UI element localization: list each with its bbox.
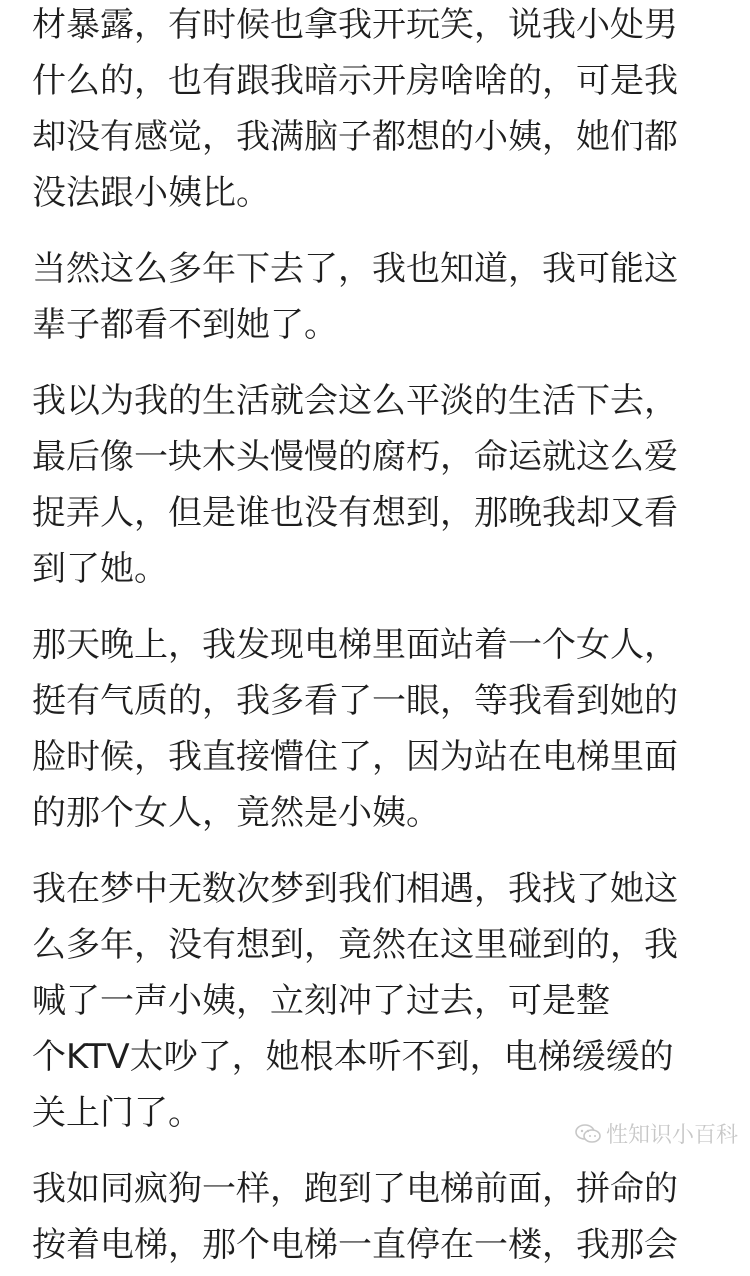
paragraph-3: [32, 376, 722, 600]
paragraph-4: [32, 620, 722, 844]
text-line: 什么的，也有跟我暗示开房啥啥的，可是我: [32, 61, 678, 101]
text-line: 脸时候，我直接懵住了，因为站在电梯里面: [32, 737, 678, 777]
text-line: 关上门了。: [32, 1093, 202, 1133]
paragraph-6: [32, 1164, 722, 1276]
text-line: 喊了一声小姨，立刻冲了过去，可是整: [32, 981, 610, 1021]
text-line: 我以为我的生活就会这么平淡的生活下去，: [32, 381, 678, 421]
watermark: [574, 1118, 738, 1149]
text-line: 材暴露，有时候也拿我开玩笑，说我小处男: [32, 5, 678, 45]
paragraph-5: [32, 864, 722, 1144]
article-body: [32, 0, 722, 1276]
paragraph-spacer: [32, 844, 722, 864]
text-line: 没法跟小姨比。: [32, 173, 270, 213]
text-line: 当然这么多年下去了，我也知道，我可能这: [32, 249, 678, 289]
text-line: 我如同疯狗一样，跑到了电梯前面，拼命的: [32, 1169, 678, 1209]
text-line: 个KTV太吵了，她根本听不到，电梯缓缓的: [32, 1037, 674, 1077]
text-line: 按着电梯，那个电梯一直停在一楼，我那会: [32, 1225, 678, 1265]
paragraph-1: [32, 0, 722, 224]
paragraph-spacer: [32, 356, 722, 376]
text-line: 么多年，没有想到，竟然在这里碰到的，我: [32, 925, 678, 965]
paragraph-spacer: [32, 224, 722, 244]
text-line: 的那个女人，竟然是小姨。: [32, 793, 440, 833]
text-line: 到了她。: [32, 549, 168, 589]
text-line: 最后像一块木头慢慢的腐朽，命运就这么爱: [32, 437, 678, 477]
text-line: 捉弄人，但是谁也没有想到，那晚我却又看: [32, 493, 678, 533]
wechat-official-account-icon: [574, 1123, 602, 1145]
text-line: 我在梦中无数次梦到我们相遇，我找了她这: [32, 869, 678, 909]
watermark-text: 性知识小百科: [605, 1123, 738, 1148]
text-line: 辈子都看不到她了。: [32, 305, 338, 345]
text-line: 那天晚上，我发现电梯里面站着一个女人，: [32, 625, 678, 665]
paragraph-2: [32, 244, 722, 356]
text-line: 挺有气质的，我多看了一眼，等我看到她的: [32, 681, 678, 721]
paragraph-spacer: [32, 600, 722, 620]
text-line: 却没有感觉，我满脑子都想的小姨，她们都: [32, 117, 678, 157]
